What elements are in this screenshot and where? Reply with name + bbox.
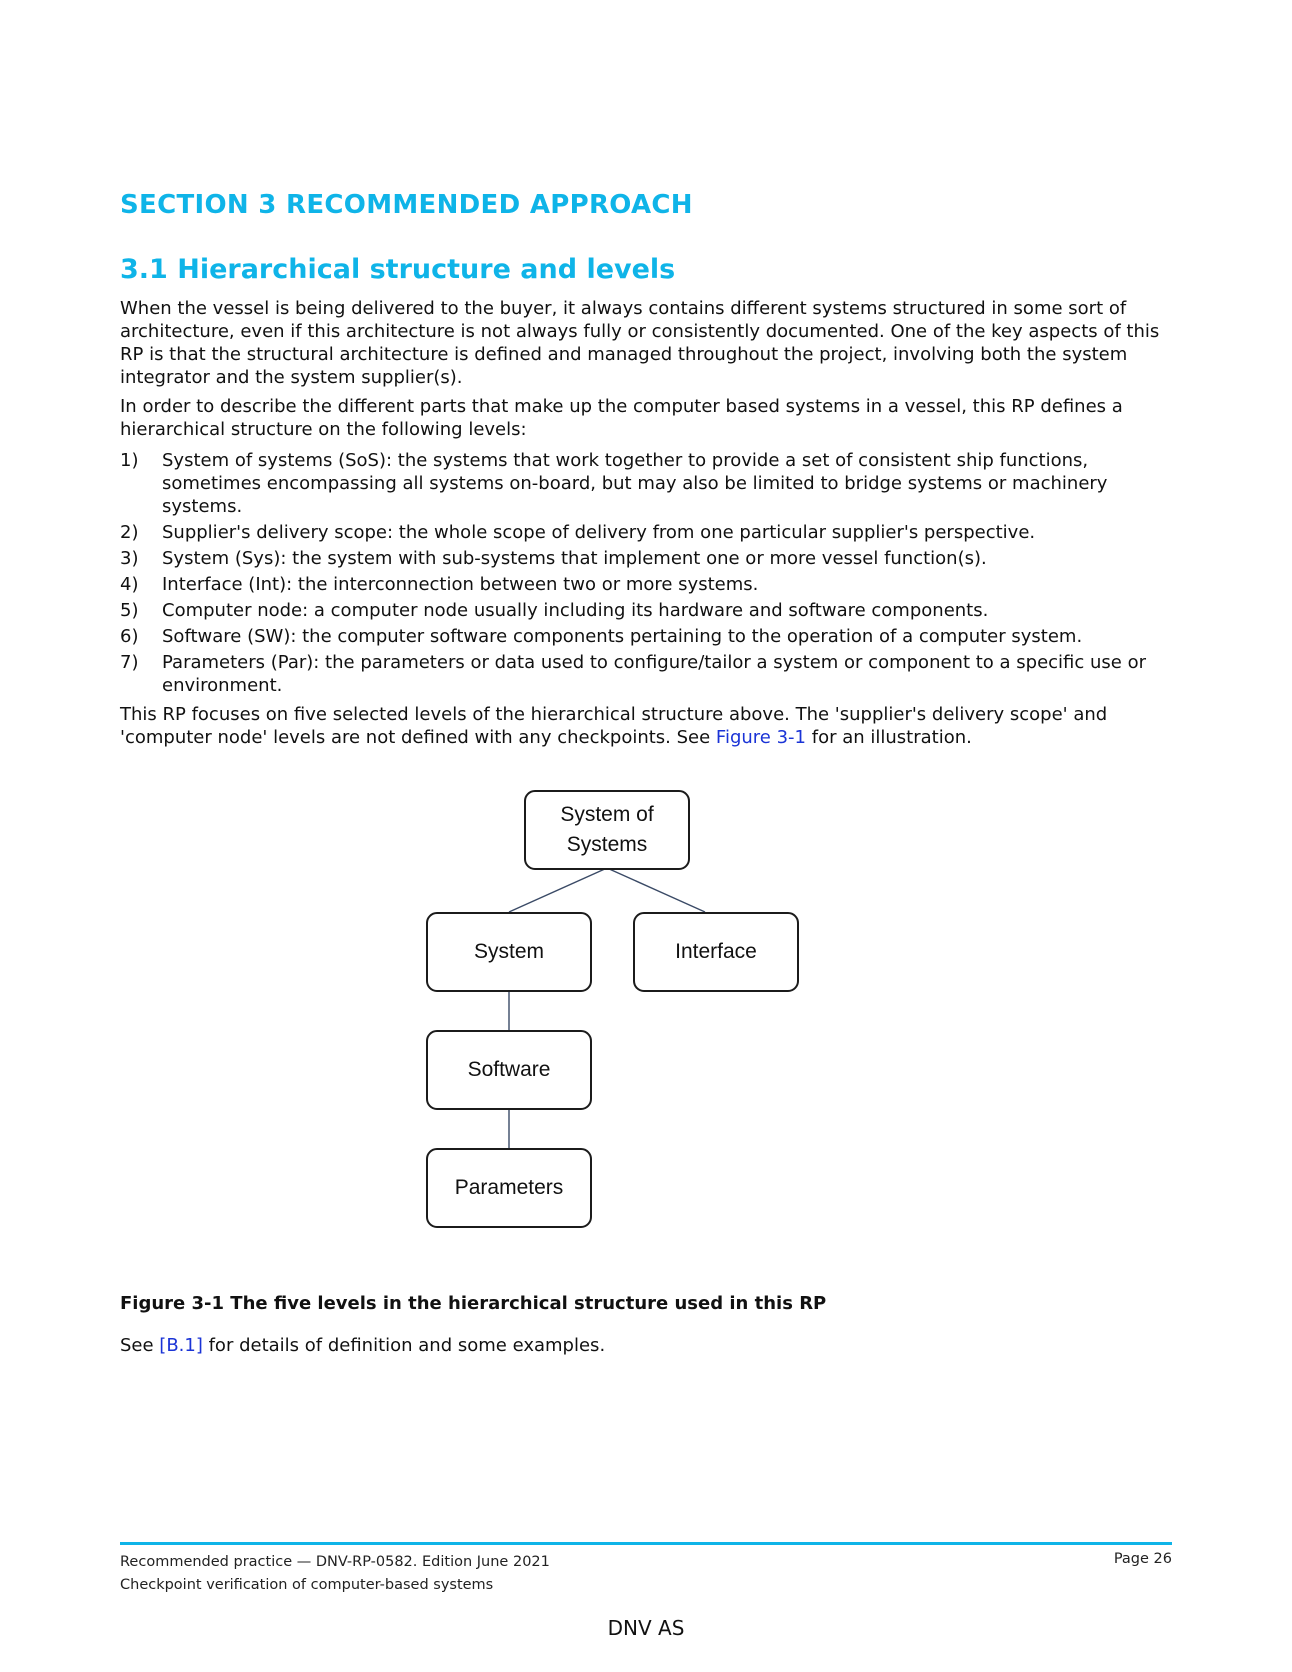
- paragraph-focus: [120, 703, 1172, 749]
- node-interface-label: Interface: [675, 940, 757, 963]
- node-parameters-label: Parameters: [454, 1176, 564, 1199]
- see-tail: for details of definition and some examples.: [202, 1335, 606, 1356]
- connector-sos-system: [509, 868, 607, 912]
- hierarchy-diagram: [455, 786, 855, 1256]
- list-item: [120, 521, 1172, 544]
- list-text: System (Sys): the system with sub-systems that implement one or more vessel function(s).: [162, 548, 987, 569]
- node-parameters: [426, 1148, 592, 1228]
- list-text: Software (SW): the computer software components pertaining to the operation of a computer system.: [162, 626, 1083, 647]
- section-title: SECTION 3 RECOMMENDED APPROACH: [120, 190, 693, 220]
- footer-divider: [120, 1542, 1172, 1545]
- list-item: [120, 449, 1172, 518]
- paragraph-intro: When the vessel is being delivered to the buyer, it always contains different systems structured in some sort of architecture, even if this architecture is not always fully or consistently documented. One of the key aspects of this RP is that the structural architecture is defined and managed throughout the project, involving both the system integrator and the system supplier(s).: [120, 298, 1160, 388]
- list-number: 7): [120, 652, 139, 673]
- paragraph-see-reference: [120, 1335, 605, 1356]
- list-number: 4): [120, 574, 139, 595]
- list-text: Computer node: a computer node usually including its hardware and software components.: [162, 600, 989, 621]
- list-number: 1): [120, 450, 139, 471]
- list-number: 5): [120, 600, 139, 621]
- list-number: 6): [120, 626, 139, 647]
- body-text: [120, 297, 1172, 755]
- company-name: DNV AS: [607, 1616, 685, 1640]
- node-system: [426, 912, 592, 992]
- node-software-label: Software: [467, 1058, 551, 1081]
- figure-caption: Figure 3-1 The five levels in the hierarchical structure used in this RP: [120, 1293, 827, 1314]
- node-sos-line1: System of: [560, 803, 654, 826]
- list-text: Supplier's delivery scope: the whole scope of delivery from one particular supplier's perspective.: [162, 522, 1036, 543]
- paragraph-focus-tail: for an illustration.: [806, 727, 972, 748]
- node-system-label: System: [473, 940, 544, 963]
- list-item: [120, 547, 1172, 570]
- list-item: [120, 573, 1172, 596]
- list-text: Parameters (Par): the parameters or data used to configure/tailor a system or component to a specific use or environment.: [162, 652, 1147, 696]
- list-text: Interface (Int): the interconnection between two or more systems.: [162, 574, 759, 595]
- footer-document-info: [120, 1551, 550, 1597]
- paragraph-focus-text: This RP focuses on five selected levels of the hierarchical structure above. The 'supplier's delivery scope' and 'computer node' levels are not defined with any checkpoints. See: [120, 704, 1108, 748]
- paragraph-levels-lead: In order to describe the different parts that make up the computer based systems in a vessel, this RP defines a hierarchical structure on the following levels:: [120, 396, 1123, 440]
- footer-page-number: Page 26: [1113, 1551, 1172, 1567]
- node-system-of-systems: [524, 790, 690, 870]
- reference-b1-link[interactable]: [B.1]: [159, 1335, 203, 1356]
- node-sos-line2: Systems: [566, 833, 648, 856]
- list-number: 3): [120, 548, 139, 569]
- list-item: [120, 625, 1172, 648]
- levels-list: [120, 449, 1172, 697]
- node-interface: [633, 912, 799, 992]
- list-number: 2): [120, 522, 139, 543]
- list-text: System of systems (SoS): the systems that work together to provide a set of consistent ship functions, sometimes encompassing all systems on-board, but may also be limited to bridge systems or machinery systems.: [162, 450, 1108, 517]
- see-text: See: [120, 1335, 160, 1356]
- list-item: [120, 651, 1172, 697]
- list-item: [120, 599, 1172, 622]
- node-software: [426, 1030, 592, 1110]
- footer-doc-id: Recommended practice — DNV-RP-0582. Edition June 2021: [120, 1554, 550, 1570]
- figure-3-1-link[interactable]: Figure 3-1: [715, 727, 807, 748]
- connector-sos-interface: [607, 868, 705, 912]
- footer-doc-title: Checkpoint verification of computer-based systems: [120, 1577, 494, 1593]
- document-page: [120, 0, 1172, 1672]
- subsection-title: 3.1 Hierarchical structure and levels: [120, 254, 676, 285]
- node-sos-label: [560, 800, 653, 860]
